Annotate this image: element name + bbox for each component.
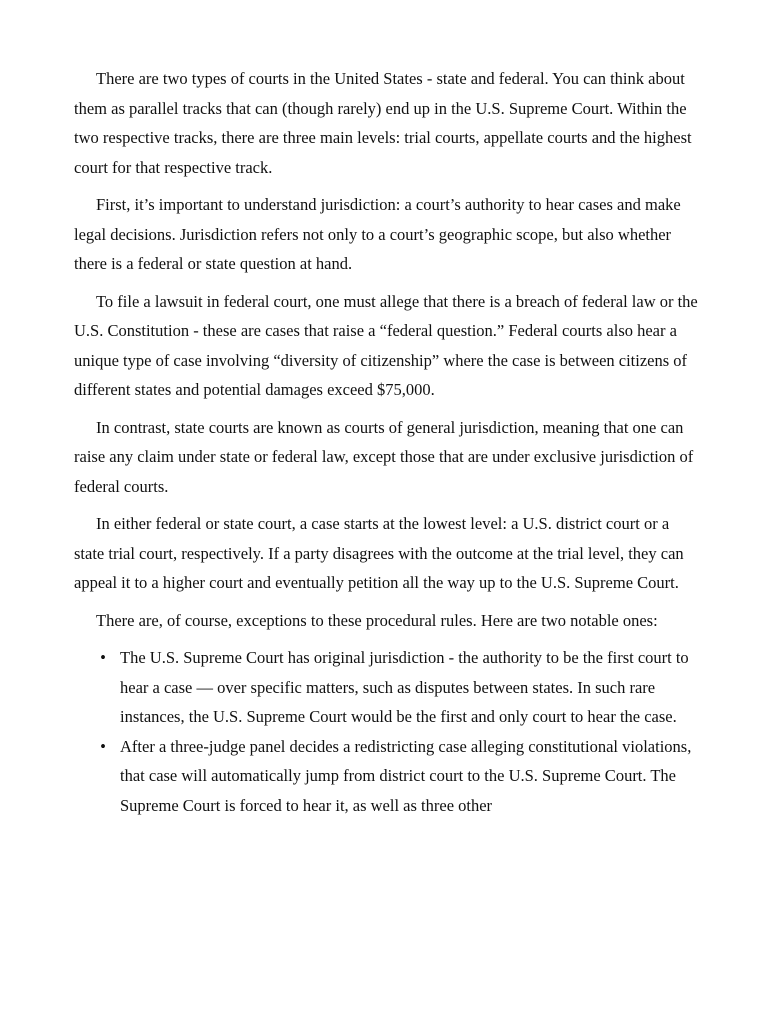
- bullet-icon: [97, 732, 109, 762]
- paragraph-state-courts: In contrast, state courts are known as courts of general jurisdiction, meaning that one can raise any claim under state or federal law, except those that are under exclusive jurisdiction of federal courts.: [74, 417, 694, 496]
- exceptions-list: [74, 643, 700, 820]
- paragraph-federal-court: To file a lawsuit in federal court, one must allege that there is a breach of federal law or the U.S. Constitution - these are cases that raise a “federal question.” Federal courts also hear a unique type of case involving “diversity of citizenship” where the case is between citizens of different states and potential damages exceed $75,000.: [74, 291, 698, 399]
- paragraph-case-levels: In either federal or state court, a case starts at the lowest level: a U.S. district court or a state trial court, respectively. If a party disagrees with the outcome at the trial level, they can appeal it to a higher court and eventually petition all the way up to the U.S. Supreme Court.: [74, 514, 684, 592]
- list-item-original-jurisdiction: [74, 643, 700, 732]
- paragraph-exceptions-intro: There are, of course, exceptions to these procedural rules. Here are two notable ones:: [96, 610, 658, 630]
- paragraph-jurisdiction: First, it’s important to understand jurisdiction: a court’s authority to hear cases and make legal decisions. Jurisdiction refers not only to a court’s geographic scope, but also whether there is a federal or state question at hand.: [74, 195, 681, 273]
- paragraph-court-types: There are two types of courts in the United States - state and federal. You can think about them as parallel tracks that can (though rarely) end up in the U.S. Supreme Court. Within the two respective tracks, there are three main levels: trial courts, appellate courts and the highest court for that respective track.: [74, 69, 692, 177]
- bullet-icon: [97, 643, 109, 673]
- list-item-text: The U.S. Supreme Court has original jurisdiction - the authority to be the first court to hear a case — over specific matters, such as disputes between states. In such rare instances, the U.S. Supreme Court would be the first and only court to hear the case.: [120, 648, 689, 726]
- document-body: [74, 64, 700, 820]
- list-item-text: After a three-judge panel decides a redistricting case alleging constitutional violations, that case will automatically jump from district court to the U.S. Supreme Court. The Supreme Court is forced to hear it, as well as three other: [120, 736, 692, 815]
- list-item-redistricting: [74, 732, 700, 821]
